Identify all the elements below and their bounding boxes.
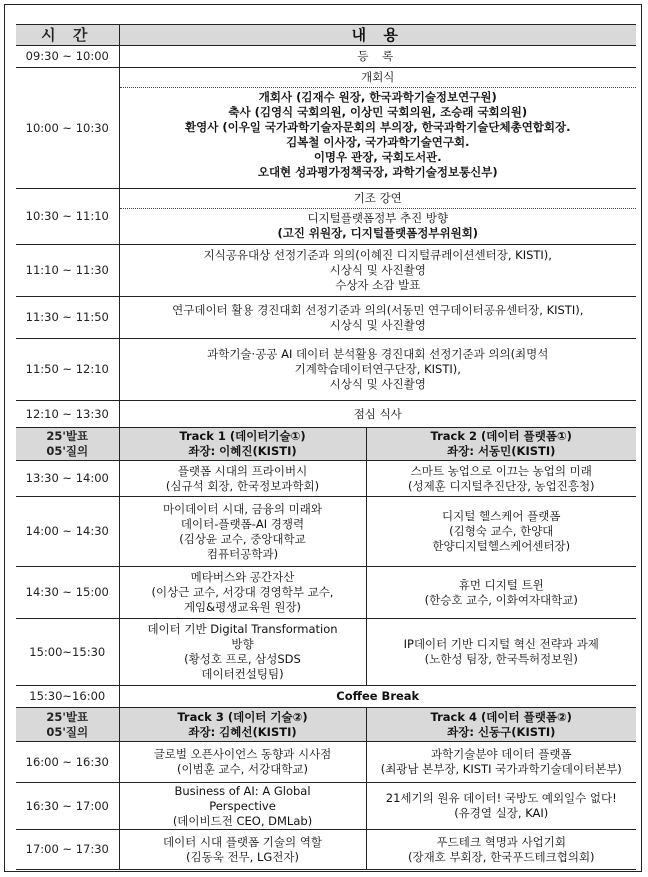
- time-cell: 10:00 ~ 10:30: [16, 68, 119, 189]
- talk-line: (데이비드전 CEO, DMLab): [172, 813, 313, 828]
- coffee-break-row: [16, 686, 636, 708]
- track-a-cell: [119, 783, 366, 830]
- table-row: [16, 742, 636, 783]
- table-row: [16, 245, 636, 297]
- content-cell: [119, 245, 636, 297]
- time-cell: 11:10 ~ 11:30: [16, 245, 119, 297]
- talk-line: 글로벌 오픈사이언스 동향과 시사점: [153, 747, 332, 761]
- track-a-cell: [119, 567, 366, 619]
- talk-line: Business of AI: A Global: [174, 783, 311, 798]
- talk-line: IP데이터 기반 디지털 혁신 전략과 과제: [403, 637, 599, 651]
- track-header-row: [16, 428, 636, 461]
- table-header: [16, 25, 636, 46]
- table-row: [16, 619, 636, 686]
- keynote-cell: [119, 189, 636, 245]
- header-time: 시 간: [16, 25, 119, 46]
- content-line: 지식공유대상 선정기준과 의의(이혜진 디지털큐레이션센터장, KISTI),: [203, 248, 552, 262]
- track-b-cell: [366, 830, 636, 870]
- lunch-cell: 점심 식사: [119, 401, 636, 428]
- table-row: [16, 783, 636, 830]
- track-b-cell: [366, 497, 636, 567]
- table-row: [16, 189, 636, 245]
- talk-line: 데이터 시대 플랫폼 기술의 역할: [162, 834, 323, 849]
- talk-line: 디지털 헬스케어 플랫폼: [442, 509, 561, 523]
- track-a-cell: [119, 461, 366, 497]
- track-b-cell: [366, 461, 636, 497]
- track-chair: 좌장: 김혜선(KISTI): [188, 724, 297, 739]
- track-a-cell: [119, 742, 366, 783]
- talk-line: (이상근 교수, 서강대 경영학부 교수,: [151, 585, 334, 599]
- track-a-cell: [119, 619, 366, 686]
- format-line: 05'질의: [46, 724, 89, 739]
- talk-line: 컴퓨터공학과): [206, 546, 279, 561]
- track-title: Track 1 (데이터기술①): [179, 429, 306, 443]
- table-row: [16, 68, 636, 189]
- talk-line: (한승호 교수, 이화여자대학교): [424, 592, 578, 607]
- opening-ceremony-cell: [119, 68, 636, 189]
- time-cell: 11:50 ~ 12:10: [16, 339, 119, 401]
- time-cell: 15:00~15:30: [16, 619, 119, 686]
- talk-line: (황성호 프로, 삼성SDS: [184, 652, 301, 666]
- time-cell: 13:30 ~ 14:00: [16, 461, 119, 497]
- track-chair: 좌장: 서동민(KISTI): [447, 444, 556, 458]
- talk-line: (김상윤 교수, 중앙대학교: [179, 531, 306, 546]
- track-b-cell: [366, 567, 636, 619]
- track-title: Track 2 (데이터 플랫폼①): [430, 429, 572, 443]
- track-3-header: [119, 708, 366, 742]
- speaker-line: 김복철 이사장, 국가과학기술연구회.: [286, 135, 470, 149]
- track-2-header: [366, 428, 636, 461]
- time-cell: 10:30 ~ 11:10: [16, 189, 119, 245]
- table-row: [16, 297, 636, 339]
- format-line: 25'발표: [46, 709, 89, 724]
- table-row: [16, 497, 636, 567]
- talk-line: 과학기술분야 데이터 플랫폼: [430, 747, 572, 761]
- track-title: Track 4 (데이터 플랫폼②): [430, 709, 572, 724]
- talk-line: 플랫폼 시대의 프라이버시: [177, 463, 308, 478]
- talk-line: 방향: [231, 637, 254, 651]
- format-line: 25'발표: [46, 429, 89, 443]
- time-cell: 15:30~16:00: [16, 686, 119, 708]
- content-line: 수상자 소감 발표: [335, 278, 421, 292]
- content-line: 시상식 및 사진촬영: [329, 317, 426, 332]
- format-cell: [16, 428, 119, 461]
- talk-line: 21세기의 원유 데이터! 국방도 예외일수 없다!: [385, 791, 617, 805]
- keynote-speaker: (고진 위원장, 디지털플랫폼정부위원회): [277, 226, 479, 240]
- format-line: 05'질의: [46, 444, 89, 458]
- speaker-line: 이명우 관장, 국회도서관.: [313, 150, 442, 164]
- keynote-title: 디지털플랫폼정부 추진 방향: [307, 211, 449, 225]
- speaker-line: 오대현 성과평가정책국장, 과학기술정보통신부): [257, 165, 498, 179]
- track-a-cell: [119, 497, 366, 567]
- registration: 등 록: [357, 49, 399, 63]
- talk-line: (이범훈 교수, 서강대학교): [176, 762, 309, 776]
- time-cell: 12:10 ~ 13:30: [16, 401, 119, 428]
- talk-line: 게임&평생교육원 원장): [183, 600, 302, 614]
- time-cell: 16:00 ~ 16:30: [16, 742, 119, 783]
- time-cell: 17:00 ~ 17:30: [16, 830, 119, 870]
- talk-line: 푸드테크 혁명과 사업기회: [436, 834, 567, 849]
- section-title: 개회식: [120, 70, 637, 88]
- speaker-line: 개회사 (김재수 원장, 한국과학기술정보연구원): [258, 90, 497, 104]
- talk-line: 데이터 기반 Digital Transformation: [147, 622, 338, 636]
- time-cell: 16:30 ~ 17:00: [16, 783, 119, 830]
- content-line: 과학기술·공공 AI 데이터 분석활용 경진대회 선정기준과 의의(최명석: [207, 347, 549, 361]
- content-cell: [119, 297, 636, 339]
- talk-line: 데이터컨설팅팀): [201, 667, 284, 681]
- talk-line: (성제훈 디지털추진단장, 농업진흥청): [407, 478, 595, 493]
- time-cell: 11:30 ~ 11:50: [16, 297, 119, 339]
- time-cell: 09:30 ~ 10:00: [16, 46, 119, 68]
- track-title: Track 3 (데이터 기술②): [177, 709, 308, 724]
- table-row: [16, 401, 636, 428]
- table-row: [16, 339, 636, 401]
- table-row: [16, 46, 636, 68]
- track-b-cell: [366, 742, 636, 783]
- talk-line: Perspective: [209, 798, 276, 813]
- content-line: 연구데이터 활용 경진대회 선정기준과 의의(서동민 연구데이터공유센터장, KISTI),: [172, 302, 584, 317]
- track-1-header: [119, 428, 366, 461]
- talk-line: (김형숙 교수, 한양대: [449, 524, 554, 538]
- content-line: 기계학습데이터연구단장, KISTI),: [294, 362, 461, 376]
- track-chair: 좌장: 신동구(KISTI): [447, 724, 556, 739]
- header-content: 내 용: [119, 25, 636, 46]
- track-4-header: [366, 708, 636, 742]
- table-row: [16, 461, 636, 497]
- talk-line: (심규석 회장, 한국정보과학회): [165, 478, 320, 493]
- table-row: [16, 830, 636, 870]
- talk-line: (노한성 팀장, 한국특허정보원): [424, 652, 578, 666]
- coffee-break-label: Coffee Break: [119, 686, 636, 708]
- schedule-table: [16, 24, 636, 870]
- track-a-cell: [119, 830, 366, 870]
- format-cell: [16, 708, 119, 742]
- content-cell: [119, 46, 636, 68]
- talk-line: 데이터-플랫폼-AI 경쟁력: [180, 516, 305, 531]
- content-line: 시상식 및 사진촬영: [329, 377, 426, 391]
- content-cell: [119, 339, 636, 401]
- time-cell: 14:30 ~ 15:00: [16, 567, 119, 619]
- speaker-line: 환영사 (이우일 국가과학기술자문회의 부의장, 한국과학기술단체총연합회장.: [185, 120, 571, 134]
- content-line: 시상식 및 사진촬영: [329, 263, 426, 277]
- talk-line: (유경열 실장, KAI): [454, 806, 549, 820]
- track-b-cell: [366, 619, 636, 686]
- track-header-row: [16, 708, 636, 742]
- talk-line: 마이데이터 시대, 금융의 미래와: [162, 501, 323, 516]
- talk-line: (장재호 부회장, 한국푸드테크협의회): [407, 849, 595, 864]
- talk-line: 휴먼 디지털 트윈: [458, 577, 544, 592]
- talk-line: 한양디지털헬스케어센터장): [432, 539, 571, 553]
- track-chair: 좌장: 이혜진(KISTI): [188, 444, 297, 458]
- talk-line: 메타버스와 공간자산: [190, 570, 295, 584]
- talk-line: (최광남 본부장, KISTI 국가과학기술데이터본부): [380, 762, 622, 776]
- table-row: [16, 567, 636, 619]
- track-b-cell: [366, 783, 636, 830]
- talk-line: (김동욱 전무, LG전자): [185, 849, 300, 864]
- time-cell: 14:00 ~ 14:30: [16, 497, 119, 567]
- talk-line: 스마트 농업으로 이끄는 농업의 미래: [410, 463, 592, 478]
- speaker-line: 축사 (김영식 국회의원, 이상민 국회의원, 조승래 국회의원): [228, 105, 528, 119]
- section-title: 기조 강연: [120, 191, 637, 209]
